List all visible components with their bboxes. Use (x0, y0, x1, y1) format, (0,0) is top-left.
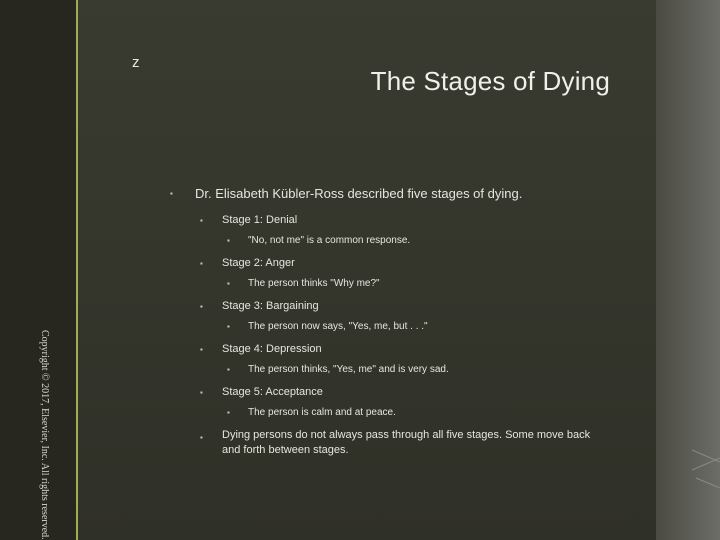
stage-label: Stage 5: Acceptance (222, 386, 323, 398)
stage-detail-text: The person is calm and at peace. (248, 407, 396, 418)
stage-detail-text: The person now says, "Yes, me, but . . ." (248, 321, 428, 332)
stage-detail (170, 407, 620, 428)
bullet-icon: ▪ (200, 302, 203, 311)
stage-label: Stage 2: Anger (222, 257, 295, 269)
slide-content (170, 186, 620, 458)
stage-label: Stage 1: Denial (222, 214, 298, 226)
copyright-notice: Copyright © 2017, Elsevier, Inc. All rights reserved. (39, 330, 50, 540)
main-point-text: Dr. Elisabeth Kübler-Ross described five stages of dying. (195, 186, 523, 201)
stage-detail (170, 235, 620, 257)
stage-item (170, 343, 620, 364)
closing-point (170, 428, 592, 458)
stage-detail-text: The person thinks, "Yes, me" and is very sad. (248, 364, 449, 375)
slide-title: The Stages of Dying (370, 66, 610, 96)
main-bullet (170, 186, 620, 214)
stage-item (170, 214, 620, 235)
decorative-lines (692, 440, 720, 500)
bullet-icon: ▪ (200, 259, 203, 268)
bullet-icon: ▪ (200, 216, 203, 225)
bullet-icon: ▪ (200, 388, 203, 397)
stage-detail-text: "No, not me" is a common response. (248, 235, 411, 246)
bullet-icon: ▪ (227, 408, 230, 417)
closing-point-text: Dying persons do not always pass through all five stages. Some move back and forth between stages. (222, 429, 591, 456)
bullet-icon: ▪ (227, 322, 230, 331)
stage-label: Stage 3: Bargaining (222, 300, 319, 312)
z-letter-icon: z (132, 54, 140, 71)
stage-detail-text: The person thinks "Why me?" (248, 278, 380, 289)
stage-label: Stage 4: Depression (222, 343, 322, 355)
stage-item (170, 300, 620, 321)
stage-detail (170, 278, 620, 300)
stage-item (170, 386, 620, 407)
bullet-icon: ▪ (200, 433, 203, 442)
stage-item (170, 257, 620, 278)
bullet-icon: ▪ (227, 365, 230, 374)
bullet-icon: ▪ (170, 189, 173, 198)
bullet-icon: ▪ (200, 345, 203, 354)
stage-detail (170, 364, 620, 386)
left-band (0, 0, 76, 540)
stage-detail (170, 321, 620, 343)
bullet-icon: ▪ (227, 236, 230, 245)
bullet-icon: ▪ (227, 279, 230, 288)
